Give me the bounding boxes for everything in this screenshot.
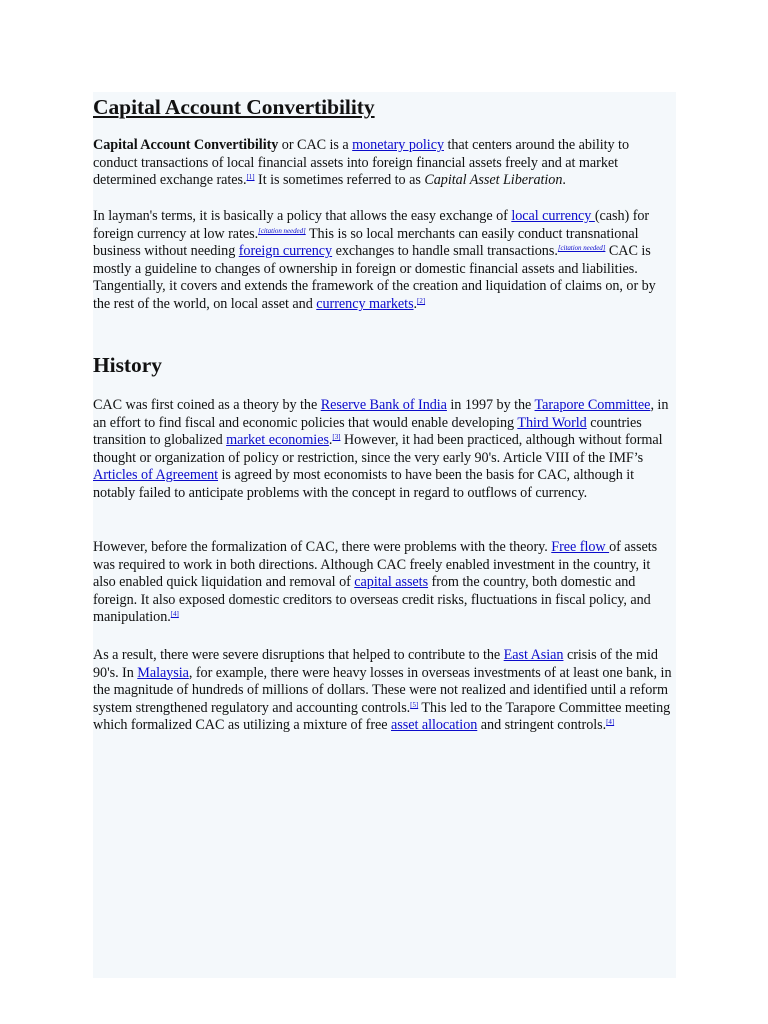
text-run: . <box>562 172 566 189</box>
citation-text: [citation needed] <box>258 226 306 235</box>
link-reserve-bank-of-india[interactable]: Reserve Bank of India <box>320 397 447 413</box>
reference-2-link[interactable]: [2] <box>417 296 426 305</box>
text-run: . <box>328 432 333 449</box>
text-run: As a result, there were severe disruptions that helped to contribute to the <box>93 647 504 663</box>
reference-4[interactable] <box>171 610 179 618</box>
text-run: from the country, both domestic and foreign. It also exposed domestic creditors to overseas credit risks, fluctuations in fiscal policy, and manipulation. <box>93 574 651 626</box>
citation-text: [citation needed] <box>557 244 606 253</box>
text-run: that centers around the ability to conduct transactions of local financial assets into foreign financial assets freely and at market determined exchange rates. <box>93 137 629 189</box>
intro-bold-term: Capital Account Convertibility <box>93 137 279 153</box>
text-run: (cash) for foreign currency at low rates. <box>93 208 650 242</box>
text-run: or CAC is a <box>278 137 353 153</box>
link-currency-markets[interactable]: currency markets <box>316 295 414 312</box>
link-articles-of-agreement[interactable]: Articles of Agreement <box>93 467 219 484</box>
text-run: and stringent controls. <box>477 717 607 734</box>
text-run: CAC is mostly a guideline to changes of ownership in foreign or domestic financial assets and liabilities. Tangentially, it covers and extends the framework of the creation and liquidation of claims on, or by the rest of the world, on local asset and <box>93 243 656 312</box>
history-paragraph-2 <box>93 539 676 627</box>
page-title: Capital Account Convertibility <box>93 95 375 119</box>
text-run: , in an effort to find fiscal and economic policies that would enable developing <box>93 397 669 431</box>
text-run: of assets was required to work in both directions. Although CAC freely enabled investment in the country, it also enabled quick liquidation and removal of <box>93 539 658 591</box>
reference-3-link[interactable]: [3] <box>332 433 341 442</box>
intro-italic-term: Capital Asset Liberation <box>424 172 563 189</box>
link-monetary-policy[interactable]: monetary policy <box>352 137 444 153</box>
text-run: in 1997 by the <box>446 397 535 413</box>
text-run: However, before the formalization of CAC, there were problems with the theory. <box>93 539 552 555</box>
history-heading: History <box>93 353 162 377</box>
link-malaysia[interactable]: Malaysia <box>137 664 189 681</box>
layman-paragraph <box>93 208 676 314</box>
text-run: , for example, there were heavy losses in overseas investments of at least one bank, in the magnitude of hundreds of millions of dollars. These were not realized and identified until a reform system strengthened regulatory and accounting controls. <box>93 664 672 716</box>
link-east-asian[interactable]: East Asian <box>503 647 564 663</box>
text-run: exchanges to handle small transactions. <box>332 243 558 260</box>
link-asset-allocation[interactable]: asset allocation <box>391 717 478 734</box>
reference-5[interactable] <box>410 701 418 709</box>
history-paragraph-3 <box>93 647 676 735</box>
link-market-economies[interactable]: market economies <box>226 432 329 449</box>
link-tarapore-committee[interactable]: Tarapore Committee <box>534 397 651 413</box>
intro-paragraph <box>93 137 676 190</box>
link-free-flow[interactable]: Free flow <box>551 539 610 555</box>
citation-needed-1[interactable] <box>258 227 306 235</box>
text-run: However, it had been practiced, although without formal thought or organization of policy or restriction, since the very early 90's. Article VIII of the IMF’s <box>93 432 663 466</box>
text-run: In layman's terms, it is basically a policy that allows the easy exchange of <box>93 208 512 224</box>
citation-needed-2-link[interactable] <box>558 244 606 252</box>
reference-5-link[interactable]: [5] <box>410 700 419 709</box>
reference-1[interactable] <box>247 173 255 181</box>
text-run: . <box>413 295 418 312</box>
link-capital-assets[interactable]: capital assets <box>354 574 429 591</box>
text-run: is agreed by most economists to have been the basis for CAC, although it notably failed to anticipate problems with the concept in regard to outflows of currency. <box>93 467 635 501</box>
reference-6[interactable] <box>606 718 614 726</box>
history-paragraph-1 <box>93 397 676 503</box>
citation-needed-2[interactable] <box>558 244 606 252</box>
link-third-world[interactable]: Third World <box>517 414 587 431</box>
link-local-currency[interactable]: local currency <box>511 208 595 224</box>
text-run: CAC was first coined as a theory by the <box>93 397 321 413</box>
reference-6-link[interactable]: [4] <box>606 718 615 727</box>
text-run: This led to the Tarapore Committee meeting which formalized CAC as utilizing a mixture of free <box>93 699 671 734</box>
reference-4-link[interactable]: [4] <box>170 610 179 619</box>
document-page <box>93 92 676 978</box>
link-foreign-currency[interactable]: foreign currency <box>238 243 333 260</box>
reference-2[interactable] <box>417 297 425 305</box>
citation-needed-1-link[interactable] <box>258 227 306 235</box>
text-run: This is so local merchants can easily conduct transnational business without needing <box>93 225 639 260</box>
text-run: crisis of the mid 90's. In <box>93 647 658 681</box>
text-run: countries transition to globalized <box>93 414 642 449</box>
text-run: It is sometimes referred to as <box>254 172 425 189</box>
reference-1-link[interactable]: [1] <box>246 173 255 182</box>
